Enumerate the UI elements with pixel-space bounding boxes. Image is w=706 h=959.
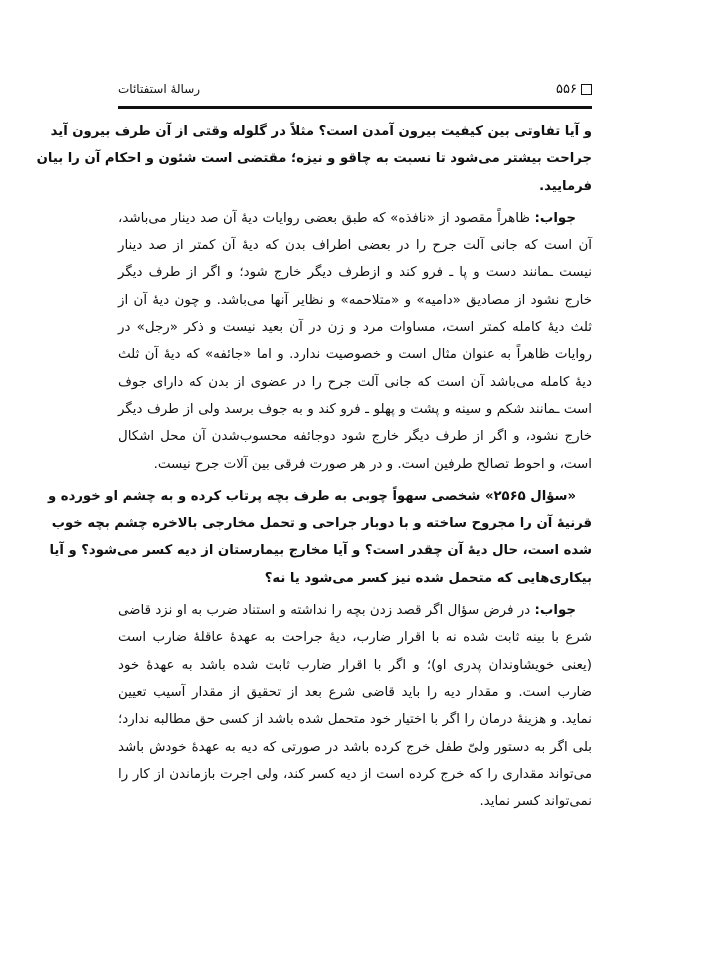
header-rule — [118, 106, 592, 109]
line-text: نیست ـمانند دست و پا ـ فرو کند و ازطرف دیگر خارج شود؛ و اگر از طرف دیگر — [118, 265, 592, 281]
text-line — [118, 597, 592, 624]
answer-paragraph — [118, 597, 592, 815]
line-text: بلی اگر به دستور ولیّ طفل خرج کرده باشد در صورتی که دیه به عهدهٔ خودش باشد — [118, 739, 592, 755]
line-text: بیکاری‌هایی که متحمل شده نیز کسر می‌شود یا نه؟ — [264, 570, 592, 586]
line-text: است ـمانند شکم و سینه و پشت و پهلو ـ فرو کند و به جوف برسد ولی از طرف دیگر — [118, 401, 592, 417]
line-text: دیهٔ کامله می‌باشد آن است که جانی آلت جرح را در عضوی از بدن که دارای جوف — [118, 374, 592, 390]
text-line — [118, 624, 592, 651]
question-number-label: «سؤال ۲۵۶۵» — [484, 488, 576, 504]
text-line — [118, 314, 592, 341]
line-text: ظاهراً مقصود از «نافذه» که طبق بعضی روایات دیهٔ آن صد دینار می‌باشد، — [118, 210, 530, 226]
text-line — [118, 679, 592, 706]
question-continuation-paragraph — [36, 118, 592, 200]
text-line — [118, 232, 592, 259]
line-text: ثلث دیهٔ کامله کمتر است، مساوات مرد و زن در آن بعید نیست و ذکر «رجل» در — [118, 320, 592, 336]
answer-label: جواب: — [534, 603, 576, 619]
answer-paragraph — [118, 205, 592, 478]
text-line — [118, 652, 592, 679]
text-line — [118, 565, 592, 592]
line-text: روایات ظاهراً به عنوان مثال است و خصوصیت ندارد. و اما «جائفه» که دیهٔ آن ثلث — [118, 347, 592, 363]
line-text: قرنیهٔ آن را مجروح ساخته و با دوبار جراحی و تحمل مخارجی بالاخره چشم بچه خوب — [51, 516, 592, 532]
text-line — [51, 510, 592, 537]
line-text: است، و احوط تصالح طرفین است. و در هر صورت فرقی بین آلات جرح نیست. — [153, 456, 592, 472]
text-line — [118, 423, 592, 450]
text-line — [48, 483, 592, 510]
line-text: شرع با بینه ثابت شده نه با اقرار ضارب، دیهٔ جراحت به عهدهٔ عاقلهٔ ضارب است — [118, 630, 592, 646]
text-line — [49, 537, 592, 564]
text-line — [118, 396, 592, 423]
square-bullet-icon — [581, 84, 592, 95]
text-line — [118, 788, 592, 815]
line-text: نماید. و هزینهٔ درمان را اگر با اختیار خود متحمل شده باشد از کسی حق مطالبه ندارد؛ — [118, 712, 592, 728]
line-text: نمی‌تواند کسر نماید. — [479, 794, 592, 810]
book-title: رسالهٔ استفتائات — [118, 82, 201, 96]
text-line — [118, 205, 592, 232]
text-line — [118, 341, 592, 368]
line-text: آن است که جانی آلت جرح را در بعضی اطراف بدن که دیهٔ آن کمتر از صد دینار — [118, 238, 592, 254]
page-number-text: ۵۵۶ — [556, 82, 577, 97]
line-text: فرمایید. — [539, 178, 592, 194]
question-paragraph — [48, 483, 592, 592]
line-text: جراحت بیشتر می‌شود تا نسبت به چاقو و نیزه؛ مقتضی است شئون و احکام آن را بیان — [36, 151, 592, 167]
line-text: (یعنی خویشاوندان پدری او)؛ و اگر با اقرار ضارب ثابت شده باشد به عهدهٔ خود — [118, 657, 592, 673]
text-line — [118, 259, 592, 286]
text-line — [118, 287, 592, 314]
text-line — [118, 369, 592, 396]
text-line — [36, 145, 592, 172]
text-line — [118, 173, 592, 200]
line-text: شده است، حال دیهٔ آن چقدر است؟ و آیا مخارج بیمارستان از دیه کسر می‌شود؟ و آیا — [49, 543, 592, 559]
text-line — [118, 734, 592, 761]
page-number — [556, 82, 592, 97]
line-text: خارج نشود از مصادیق «دامیه» و «متلاحمه» و نظایر آنها می‌باشد. و چون دیهٔ آن از — [118, 292, 592, 308]
line-text: شخصی سهواً چوبی به طرف بچه پرتاب کرده و به چشم او خورده و — [48, 488, 481, 504]
line-text: ضارب است. و مقدار دیه را باید قاضی شرع بعد از تحقیق از مقدار آسیب تعیین — [118, 684, 592, 700]
line-text: می‌تواند مقداری را که خرج کرده است از دیه کسر کند، ولی اجرت بازماندن از کار را — [118, 766, 592, 782]
line-text: و آیا تفاوتی بین کیفیت بیرون آمدن است؟ مثلاً در گلوله وقتی از آن طرف بیرون آید — [50, 124, 592, 139]
page-body — [36, 118, 592, 815]
running-header — [118, 80, 592, 102]
line-text: در فرض سؤال اگر قصد زدن بچه را نداشته و استناد ضرب به او نزد قاضی — [118, 603, 531, 619]
text-line — [118, 761, 592, 788]
text-line — [118, 706, 592, 733]
line-text: خارج نشود، و اگر از طرف دیگر خارج شود دوجائفه محسوب‌شدن آن محل اشکال — [118, 429, 592, 445]
text-line — [118, 451, 592, 478]
answer-label: جواب: — [534, 210, 576, 226]
text-line — [50, 118, 592, 145]
